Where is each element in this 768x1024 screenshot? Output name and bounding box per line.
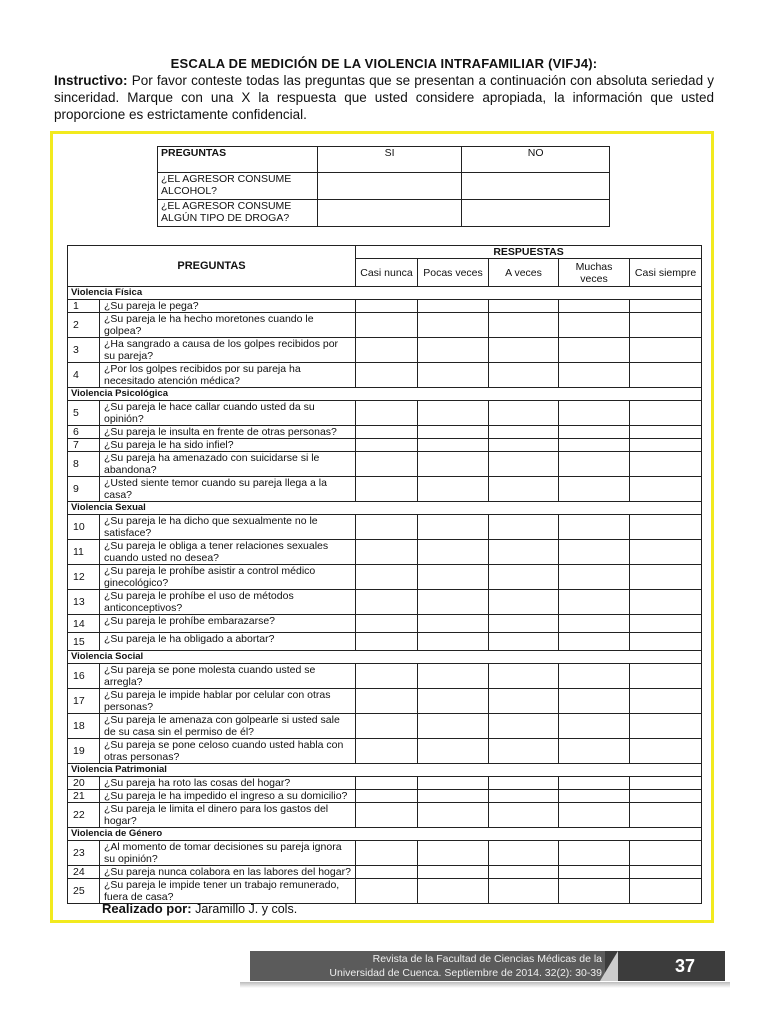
question-text: ¿Su pareja le prohíbe embarazarse? (100, 615, 356, 633)
question-row (68, 300, 702, 313)
answer-cell[interactable] (630, 633, 702, 651)
credit-text: Jaramillo J. y cols. (195, 902, 298, 916)
question-text: ¿Su pareja se pone celoso cuando usted habla con otras personas? (100, 739, 356, 764)
question-number: 24 (68, 866, 100, 879)
answer-cell[interactable] (356, 515, 418, 540)
question-number: 17 (68, 689, 100, 714)
question-text: ¿Su pareja le ha obligado a abortar? (100, 633, 356, 651)
substance-table (157, 146, 610, 227)
footer-shadow (240, 982, 730, 988)
section-row (68, 828, 702, 841)
answer-cell[interactable] (559, 714, 630, 739)
question-number: 12 (68, 565, 100, 590)
answer-cell[interactable] (559, 790, 630, 803)
answer-cell[interactable] (418, 313, 489, 338)
question-text: ¿Al momento de tomar decisiones su pareja ignora su opinión? (100, 841, 356, 866)
answer-cell[interactable] (418, 739, 489, 764)
answer-cell[interactable] (559, 439, 630, 452)
answer-cell[interactable] (418, 714, 489, 739)
answer-cell[interactable] (356, 363, 418, 388)
answer-cell[interactable] (489, 540, 559, 565)
section-title: Violencia Sexual (68, 502, 702, 515)
question-text: ¿Su pareja ha amenazado con suicidarse si le abandona? (100, 452, 356, 477)
answer-cell[interactable] (418, 777, 489, 790)
answer-cell[interactable] (462, 173, 610, 200)
question-text: ¿Su pareja le impide hablar por celular con otras personas? (100, 689, 356, 714)
question-text: ¿Por los golpes recibidos por su pareja ha necesitado atención médica? (100, 363, 356, 388)
answer-cell[interactable] (559, 426, 630, 439)
question-number: 13 (68, 590, 100, 615)
question-text: ¿Su pareja le ha impedido el ingreso a su domicilio? (100, 790, 356, 803)
question-number: 23 (68, 841, 100, 866)
answer-cell[interactable] (489, 477, 559, 502)
answer-cell[interactable] (630, 338, 702, 363)
answer-cell[interactable] (630, 590, 702, 615)
question-number: 11 (68, 540, 100, 565)
answer-cell[interactable] (489, 777, 559, 790)
answer-cell[interactable] (630, 300, 702, 313)
footer-line-2: Universidad de Cuenca. Septiembre de 2014. 32(2): 30-39 (329, 967, 602, 979)
footer-line-1: Revista de la Facultad de Ciencias Médicas de la (372, 953, 602, 965)
section-title: Violencia Física (68, 287, 702, 300)
answer-cell[interactable] (356, 426, 418, 439)
answer-cell[interactable] (559, 803, 630, 828)
question-text: ¿Su pareja le impide tener un trabajo remunerado, fuera de casa? (100, 879, 356, 904)
answer-cell[interactable] (317, 200, 462, 227)
answer-cell[interactable] (356, 841, 418, 866)
credit (102, 901, 297, 916)
answer-cell[interactable] (559, 590, 630, 615)
answer-cell[interactable] (418, 565, 489, 590)
answer-cell[interactable] (418, 664, 489, 689)
answer-cell[interactable] (559, 866, 630, 879)
footer-divider (600, 951, 618, 981)
answer-cell[interactable] (489, 452, 559, 477)
option-header: Casi nunca (356, 259, 418, 287)
responses-header: RESPUESTAS (356, 246, 702, 259)
question-number: 21 (68, 790, 100, 803)
question-text: ¿Su pareja le ha sido infiel? (100, 439, 356, 452)
option-header: A veces (489, 259, 559, 287)
question-row (68, 338, 702, 363)
answer-cell[interactable] (418, 803, 489, 828)
answer-cell[interactable] (418, 452, 489, 477)
answer-cell[interactable] (418, 866, 489, 879)
answer-cell[interactable] (630, 777, 702, 790)
question-row (68, 401, 702, 426)
question-text: ¿Su pareja ha roto las cosas del hogar? (100, 777, 356, 790)
answer-cell[interactable] (489, 590, 559, 615)
answer-cell[interactable] (630, 426, 702, 439)
question-number: 6 (68, 426, 100, 439)
question-row (68, 689, 702, 714)
question-number: 9 (68, 477, 100, 502)
answer-cell[interactable] (356, 477, 418, 502)
instructions-text: Por favor conteste todas las preguntas que se presentan a continuación con absoluta seriedad y sinceridad. Marque con una X la respuesta que usted considere apropiada, la información que usted proporcione es estrictamente confidencial. (54, 73, 714, 122)
question-text: ¿Su pareja nunca colabora en las labores del hogar? (100, 866, 356, 879)
question-text: ¿Su pareja se pone molesta cuando usted se arregla? (100, 664, 356, 689)
answer-cell[interactable] (418, 515, 489, 540)
question-number: 5 (68, 401, 100, 426)
answer-cell[interactable] (317, 173, 462, 200)
answer-cell[interactable] (489, 866, 559, 879)
option-header: Casi siempre (630, 259, 702, 287)
answer-cell[interactable] (489, 363, 559, 388)
question-text: ¿Su pareja le amenaza con golpearle si usted sale de su casa sin el permiso de él? (100, 714, 356, 739)
answer-cell[interactable] (630, 515, 702, 540)
question-number: 19 (68, 739, 100, 764)
answer-cell[interactable] (356, 540, 418, 565)
answer-cell[interactable] (489, 664, 559, 689)
answer-cell[interactable] (489, 803, 559, 828)
answer-cell[interactable] (356, 401, 418, 426)
answer-cell[interactable] (630, 866, 702, 879)
answer-cell[interactable] (630, 689, 702, 714)
answer-cell[interactable] (559, 477, 630, 502)
answer-cell[interactable] (489, 439, 559, 452)
answer-cell[interactable] (630, 313, 702, 338)
section-title: Violencia Patrimonial (68, 764, 702, 777)
question-row (68, 477, 702, 502)
answer-cell[interactable] (630, 803, 702, 828)
question-text: ¿Usted siente temor cuando su pareja llega a la casa? (100, 477, 356, 502)
substance-question: ¿EL AGRESOR CONSUME ALGÚN TIPO DE DROGA? (158, 200, 318, 227)
answer-cell[interactable] (356, 615, 418, 633)
answer-cell[interactable] (356, 879, 418, 904)
answer-cell[interactable] (630, 714, 702, 739)
option-header: Muchas veces (559, 259, 630, 287)
answer-cell[interactable] (356, 803, 418, 828)
credit-label: Realizado por: (102, 901, 192, 916)
answer-cell[interactable] (559, 739, 630, 764)
question-row (68, 664, 702, 689)
answer-cell[interactable] (418, 540, 489, 565)
answer-cell[interactable] (418, 401, 489, 426)
question-row (68, 739, 702, 764)
answer-cell[interactable] (489, 515, 559, 540)
violence-scale-table (67, 245, 702, 904)
section-row (68, 502, 702, 515)
question-row (68, 803, 702, 828)
question-row (68, 633, 702, 651)
answer-cell[interactable] (418, 439, 489, 452)
question-number: 8 (68, 452, 100, 477)
answer-cell[interactable] (559, 879, 630, 904)
question-row (68, 590, 702, 615)
answer-cell[interactable] (356, 300, 418, 313)
answer-cell[interactable] (418, 633, 489, 651)
substance-header-questions: PREGUNTAS (158, 147, 318, 173)
answer-cell[interactable] (489, 633, 559, 651)
answer-cell[interactable] (462, 200, 610, 227)
answer-cell[interactable] (356, 777, 418, 790)
question-text: ¿Su pareja le ha dicho que sexualmente no le satisface? (100, 515, 356, 540)
answer-cell[interactable] (418, 879, 489, 904)
section-row (68, 388, 702, 401)
question-number: 4 (68, 363, 100, 388)
answer-cell[interactable] (559, 615, 630, 633)
answer-cell[interactable] (356, 338, 418, 363)
answer-cell[interactable] (489, 615, 559, 633)
answer-cell[interactable] (418, 426, 489, 439)
question-text: ¿Su pareja le prohíbe asistir a control médico ginecológico? (100, 565, 356, 590)
answer-cell[interactable] (489, 565, 559, 590)
question-row (68, 714, 702, 739)
answer-cell[interactable] (559, 452, 630, 477)
question-row (68, 879, 702, 904)
question-row (68, 565, 702, 590)
answer-cell[interactable] (489, 426, 559, 439)
answer-cell[interactable] (489, 714, 559, 739)
section-title: Violencia Social (68, 651, 702, 664)
question-row (68, 439, 702, 452)
instructions (54, 72, 714, 123)
answer-cell[interactable] (630, 879, 702, 904)
answer-cell[interactable] (489, 401, 559, 426)
substance-question: ¿EL AGRESOR CONSUME ALCOHOL? (158, 173, 318, 200)
scale-body (68, 287, 702, 904)
answer-cell[interactable] (630, 452, 702, 477)
answer-cell[interactable] (418, 590, 489, 615)
question-number: 2 (68, 313, 100, 338)
answer-cell[interactable] (489, 739, 559, 764)
answer-cell[interactable] (356, 452, 418, 477)
answer-cell[interactable] (489, 313, 559, 338)
question-number: 16 (68, 664, 100, 689)
answer-cell[interactable] (630, 790, 702, 803)
answer-cell[interactable] (356, 633, 418, 651)
answer-cell[interactable] (559, 313, 630, 338)
answer-cell[interactable] (356, 439, 418, 452)
question-row (68, 790, 702, 803)
answer-cell[interactable] (559, 363, 630, 388)
substance-header-no: NO (462, 147, 610, 173)
answer-cell[interactable] (356, 590, 418, 615)
question-row (68, 540, 702, 565)
question-text: ¿Ha sangrado a causa de los golpes recibidos por su pareja? (100, 338, 356, 363)
answer-cell[interactable] (559, 689, 630, 714)
answer-cell[interactable] (630, 664, 702, 689)
footer-citation (250, 951, 602, 980)
answer-cell[interactable] (559, 565, 630, 590)
question-number: 15 (68, 633, 100, 651)
question-row (68, 452, 702, 477)
question-row (68, 515, 702, 540)
answer-cell[interactable] (489, 689, 559, 714)
answer-cell[interactable] (356, 313, 418, 338)
question-row (68, 363, 702, 388)
answer-cell[interactable] (559, 633, 630, 651)
section-title: Violencia Psicológica (68, 388, 702, 401)
question-number: 25 (68, 879, 100, 904)
page-number: 37 (674, 956, 696, 976)
question-row (68, 866, 702, 879)
answer-cell[interactable] (418, 363, 489, 388)
question-number: 1 (68, 300, 100, 313)
substance-header-yes: SI (317, 147, 462, 173)
answer-cell[interactable] (630, 615, 702, 633)
section-row (68, 287, 702, 300)
answer-cell[interactable] (418, 689, 489, 714)
question-row (68, 615, 702, 633)
answer-cell[interactable] (630, 739, 702, 764)
instructions-label: Instructivo: (54, 73, 128, 88)
answer-cell[interactable] (418, 338, 489, 363)
question-number: 20 (68, 777, 100, 790)
question-number: 10 (68, 515, 100, 540)
answer-cell[interactable] (356, 714, 418, 739)
question-text: ¿Su pareja le pega? (100, 300, 356, 313)
answer-cell[interactable] (630, 363, 702, 388)
question-row (68, 313, 702, 338)
answer-cell[interactable] (489, 790, 559, 803)
section-row (68, 764, 702, 777)
answer-cell[interactable] (559, 540, 630, 565)
questions-header: PREGUNTAS (68, 246, 356, 287)
answer-cell[interactable] (559, 338, 630, 363)
answer-cell[interactable] (489, 338, 559, 363)
answer-cell[interactable] (559, 401, 630, 426)
answer-cell[interactable] (559, 300, 630, 313)
answer-cell[interactable] (356, 866, 418, 879)
answer-cell[interactable] (559, 515, 630, 540)
answer-cell[interactable] (356, 664, 418, 689)
answer-cell[interactable] (489, 300, 559, 313)
answer-cell[interactable] (489, 879, 559, 904)
answer-cell[interactable] (630, 841, 702, 866)
option-header: Pocas veces (418, 259, 489, 287)
answer-cell[interactable] (630, 439, 702, 452)
answer-cell[interactable] (630, 565, 702, 590)
answer-cell[interactable] (418, 300, 489, 313)
document-title: ESCALA DE MEDICIÓN DE LA VIOLENCIA INTRAFAMILIAR (VIFJ4): (170, 56, 598, 71)
question-number: 14 (68, 615, 100, 633)
question-number: 22 (68, 803, 100, 828)
answer-cell[interactable] (630, 401, 702, 426)
answer-cell[interactable] (559, 777, 630, 790)
answer-cell[interactable] (559, 664, 630, 689)
answer-cell[interactable] (559, 841, 630, 866)
answer-cell[interactable] (489, 841, 559, 866)
question-text: ¿Su pareja le ha hecho moretones cuando le golpea? (100, 313, 356, 338)
question-text: ¿Su pareja le limita el dinero para los gastos del hogar? (100, 803, 356, 828)
answer-cell[interactable] (356, 790, 418, 803)
section-title: Violencia de Género (68, 828, 702, 841)
answer-cell[interactable] (630, 477, 702, 502)
answer-cell[interactable] (418, 477, 489, 502)
answer-cell[interactable] (418, 790, 489, 803)
question-row (68, 841, 702, 866)
question-text: ¿Su pareja le hace callar cuando usted da su opinión? (100, 401, 356, 426)
question-number: 7 (68, 439, 100, 452)
answer-cell[interactable] (418, 615, 489, 633)
section-row (68, 651, 702, 664)
answer-cell[interactable] (356, 565, 418, 590)
answer-cell[interactable] (356, 689, 418, 714)
question-row (68, 426, 702, 439)
answer-cell[interactable] (418, 841, 489, 866)
question-text: ¿Su pareja le prohíbe el uso de métodos anticonceptivos? (100, 590, 356, 615)
answer-cell[interactable] (630, 540, 702, 565)
question-row (68, 777, 702, 790)
answer-cell[interactable] (356, 739, 418, 764)
question-text: ¿Su pareja le obliga a tener relaciones sexuales cuando usted no desea? (100, 540, 356, 565)
question-number: 18 (68, 714, 100, 739)
question-text: ¿Su pareja le insulta en frente de otras personas? (100, 426, 356, 439)
question-number: 3 (68, 338, 100, 363)
